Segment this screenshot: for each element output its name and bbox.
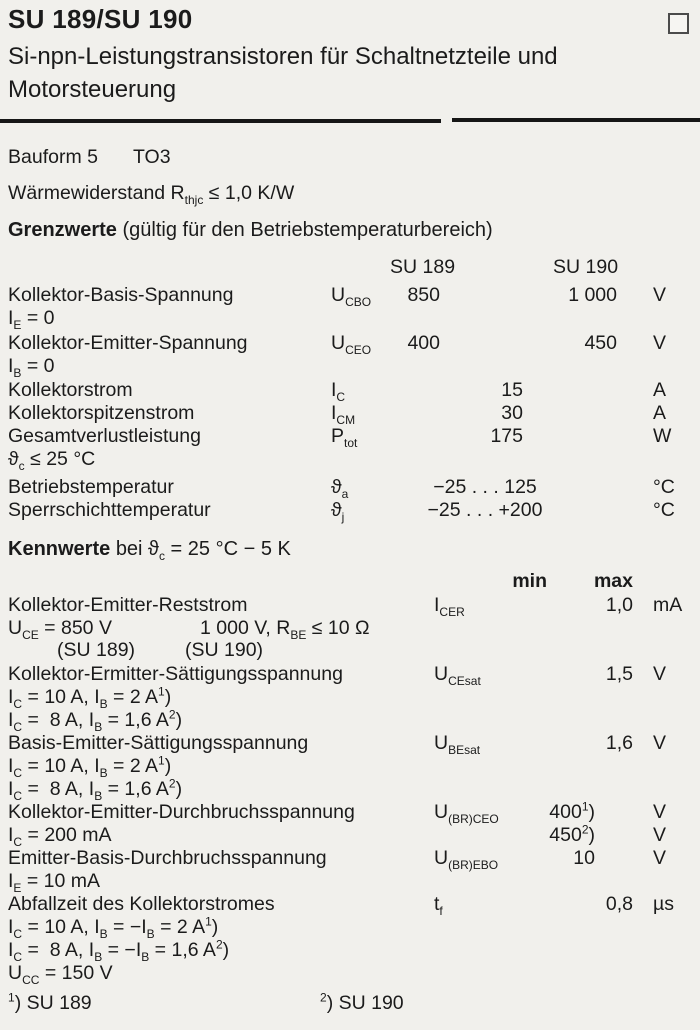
spec-row bbox=[0, 893, 700, 916]
characteristics-section-heading bbox=[0, 538, 700, 561]
condition-line bbox=[0, 824, 700, 847]
condition-text: $I_C = 8$ A, $I_B = 1,6$ $A^2$) bbox=[8, 776, 183, 803]
condition-line bbox=[0, 617, 700, 640]
unit: mA bbox=[653, 594, 683, 616]
limits-title: Grenzwerte bbox=[8, 219, 117, 241]
condition-text: $U_{CE} = 850$ V bbox=[8, 617, 112, 642]
condition-text: $I_C = 8$ A, $I_B = 1,6$ $A^2$) bbox=[8, 707, 183, 734]
param-label: Abfallzeit des Kollektorstromes bbox=[8, 893, 275, 915]
unit: °C bbox=[653, 499, 675, 521]
unit: V bbox=[653, 801, 667, 823]
unit: A bbox=[653, 402, 667, 424]
condition-text: $I_E = 0$ bbox=[8, 307, 55, 332]
value-max: 1,6 bbox=[605, 732, 633, 754]
param-label: Kollektor-Basis-Spannung bbox=[8, 284, 234, 306]
column-header-su189: SU 189 bbox=[390, 256, 456, 278]
unit: V bbox=[653, 332, 667, 354]
corner-square-icon bbox=[668, 13, 689, 34]
param-label: Kollektor-Emitter-Reststrom bbox=[8, 594, 248, 616]
param-symbol: $U_{(BR)EBO}$ bbox=[434, 847, 499, 872]
limits-section-heading bbox=[0, 219, 700, 242]
footnote-su190: $^2$) SU 190 bbox=[320, 990, 404, 1014]
condition-line bbox=[0, 639, 700, 662]
param-symbol: $U_{CBO}$ bbox=[331, 284, 372, 309]
condition-line bbox=[0, 778, 700, 801]
param-label: Kollektor-Emitter-Durchbruchsspannung bbox=[8, 801, 355, 823]
unit: V bbox=[653, 847, 667, 869]
value-range: −25 . . . +200 bbox=[427, 499, 543, 521]
unit: V bbox=[653, 824, 667, 846]
condition-line bbox=[0, 939, 700, 962]
limit-row bbox=[0, 476, 700, 499]
bauform-line bbox=[0, 146, 700, 169]
param-label: Kollektor-Emitter-Spannung bbox=[8, 332, 248, 354]
value-max: 1,0 bbox=[605, 594, 633, 616]
column-header-max: max bbox=[593, 570, 633, 592]
thermal-resistance-text: Wärmewiderstand $R_{thjc} \le 1,0$ K/W bbox=[8, 182, 295, 207]
column-header-su190: SU 190 bbox=[553, 256, 619, 278]
limit-row bbox=[0, 402, 700, 425]
condition-text: $I_C = 10$ A, $I_B = -I_B = 2$ $A^1$) bbox=[8, 914, 219, 941]
condition-line bbox=[0, 962, 700, 985]
limit-row bbox=[0, 425, 700, 448]
param-label: Kollektor-Ermitter-Sättigungsspannung bbox=[8, 663, 343, 685]
param-symbol: $t_f$ bbox=[434, 893, 443, 918]
page-subtitle: Si-npn-Leistungstransistoren für Schaltnetzteile und Motorsteuerung bbox=[8, 43, 558, 103]
condition-line bbox=[0, 448, 700, 471]
condition-line bbox=[0, 355, 700, 378]
value-min: 10 bbox=[573, 847, 595, 869]
page-title: SU 189/SU 190 bbox=[8, 4, 193, 34]
unit: µs bbox=[653, 893, 674, 915]
param-symbol: $U_{(BR)CEO}$ bbox=[434, 801, 499, 826]
limits-note: (gültig für den Betriebstemperaturbereich) bbox=[122, 219, 493, 241]
limits-column-headers bbox=[0, 256, 700, 279]
condition-text: $I_C = 200$ mA bbox=[8, 824, 112, 849]
column-header-min: min bbox=[512, 570, 547, 592]
spec-row bbox=[0, 663, 700, 686]
value-su190: 450 bbox=[584, 332, 617, 354]
limit-row bbox=[0, 499, 700, 522]
spec-row bbox=[0, 801, 700, 824]
spec-row bbox=[0, 594, 700, 617]
param-symbol: $ϑ_j$ bbox=[331, 499, 345, 524]
characteristics-note: bei $ϑ_c = 25$ °C − 5 K bbox=[115, 538, 291, 563]
characteristics-column-headers bbox=[0, 570, 700, 593]
value-su189: 850 bbox=[407, 284, 440, 306]
condition-line bbox=[0, 307, 700, 330]
value-min: $450^2$) bbox=[549, 822, 595, 846]
limit-row bbox=[0, 332, 700, 355]
param-symbol: $I_{CM}$ bbox=[331, 402, 356, 427]
unit: V bbox=[653, 732, 667, 754]
param-symbol: $P_{tot}$ bbox=[331, 425, 358, 450]
param-label: Sperrschichttemperatur bbox=[8, 499, 211, 521]
condition-line bbox=[0, 916, 700, 939]
unit: A bbox=[653, 379, 667, 401]
bauform-label: Bauform 5 bbox=[8, 146, 98, 168]
footnotes-line bbox=[0, 992, 700, 1015]
spec-row bbox=[0, 732, 700, 755]
value-su190: 1 000 bbox=[568, 284, 617, 306]
condition-text-2: 1 000 V, $R_{BE} \le 10$ Ω bbox=[200, 617, 370, 642]
condition-line bbox=[0, 709, 700, 732]
divider-rule-right bbox=[452, 118, 700, 122]
value: 15 bbox=[501, 379, 523, 401]
unit: V bbox=[653, 284, 667, 306]
condition-line bbox=[0, 870, 700, 893]
param-symbol: $U_{BEsat}$ bbox=[434, 732, 481, 757]
value: 30 bbox=[501, 402, 523, 424]
condition-line bbox=[0, 755, 700, 778]
unit: V bbox=[653, 663, 667, 685]
value-su189: 400 bbox=[407, 332, 440, 354]
thermal-resistance-line bbox=[0, 182, 700, 205]
limit-row bbox=[0, 379, 700, 402]
limit-row bbox=[0, 284, 700, 307]
param-symbol: $I_C$ bbox=[331, 379, 346, 404]
value: 175 bbox=[490, 425, 523, 447]
param-label: Basis-Emitter-Sättigungsspannung bbox=[8, 732, 309, 754]
condition-su190: (SU 190) bbox=[185, 639, 264, 661]
value-max: 1,5 bbox=[605, 663, 633, 685]
param-label: Kollektorspitzenstrom bbox=[8, 402, 195, 424]
value-min: $400^1$) bbox=[549, 799, 595, 823]
condition-text: $I_C = 10$ A, $I_B = 2$ $A^1$) bbox=[8, 753, 172, 780]
characteristics-title: Kennwerte bbox=[8, 538, 111, 560]
condition-text: $ϑ_c \le 25$ °C bbox=[8, 448, 96, 473]
param-symbol: $ϑ_a$ bbox=[331, 476, 349, 501]
param-label: Gesamtverlustleistung bbox=[8, 425, 201, 447]
spec-row bbox=[0, 847, 700, 870]
param-symbol: $U_{CEsat}$ bbox=[434, 663, 481, 688]
package-value: TO3 bbox=[133, 146, 171, 168]
param-label: Emitter-Basis-Durchbruchsspannung bbox=[8, 847, 327, 869]
condition-text: $I_E = 10$ mA bbox=[8, 870, 101, 895]
param-symbol: $I_{CER}$ bbox=[434, 594, 465, 619]
condition-text: $I_B = 0$ bbox=[8, 355, 55, 380]
unit: W bbox=[653, 425, 672, 447]
condition-text: $U_{CC} = 150$ V bbox=[8, 962, 113, 987]
condition-line bbox=[0, 686, 700, 709]
value-max: 0,8 bbox=[605, 893, 633, 915]
condition-text: $I_C = 10$ A, $I_B = 2$ $A^1$) bbox=[8, 684, 172, 711]
param-label: Kollektorstrom bbox=[8, 379, 133, 401]
divider-rule-left bbox=[0, 119, 441, 123]
unit: °C bbox=[653, 476, 675, 498]
param-symbol: $U_{CEO}$ bbox=[331, 332, 372, 357]
param-label: Betriebstemperatur bbox=[8, 476, 174, 498]
value-range: −25 . . . 125 bbox=[433, 476, 537, 498]
condition-text: $I_C = 8$ A, $I_B = -I_B = 1,6$ $A^2$) bbox=[8, 937, 230, 964]
condition-su189: (SU 189) bbox=[57, 639, 136, 661]
footnote-su189: $^1$) SU 189 bbox=[8, 990, 92, 1014]
